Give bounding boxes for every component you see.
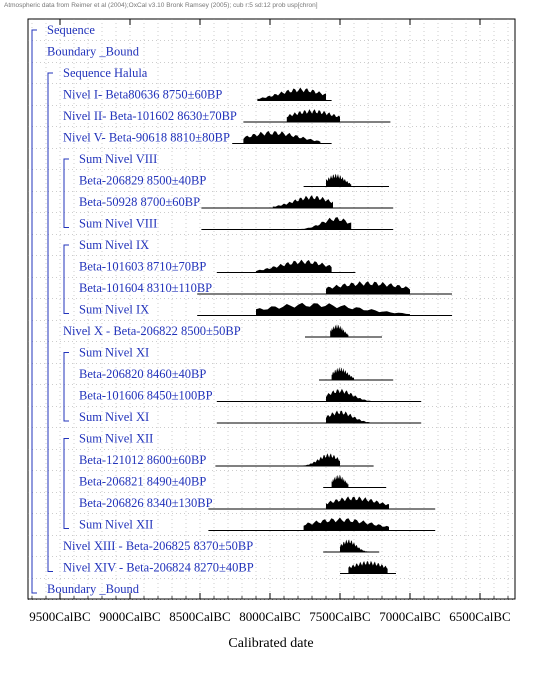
probability-distribution	[273, 195, 333, 208]
row-label: Sequence Halula	[63, 66, 148, 80]
row-label: Sum Nivel IX	[79, 238, 150, 252]
probability-distribution	[326, 281, 410, 294]
row-label: Nivel V- Beta-90618 8810±80BP	[63, 130, 230, 145]
probability-distribution	[332, 475, 349, 488]
row-label: Sum Nivel VIII	[79, 216, 158, 231]
probability-distribution	[256, 303, 410, 316]
x-tick-label: 9500CalBC	[29, 609, 91, 624]
row-label: Nivel II- Beta-101602 8630±70BP	[63, 109, 237, 123]
probability-distribution	[332, 367, 354, 380]
probability-distribution	[330, 324, 348, 337]
probability-distribution	[257, 88, 326, 101]
row-label: Beta-206820 8460±40BP	[79, 367, 207, 381]
row-label: Beta-206826 8340±130BP	[79, 496, 213, 510]
x-tick-label: 7000CalBC	[379, 609, 441, 624]
x-tick-label: 8500CalBC	[169, 609, 231, 624]
row-label: Beta-101606 8450±100BP	[79, 388, 213, 403]
x-axis-title: Calibrated date	[228, 636, 314, 651]
probability-distribution	[348, 561, 387, 574]
group-bracket	[64, 439, 69, 529]
row-label: Nivel XIV - Beta-206824 8270±40BP	[63, 560, 254, 575]
row-label: Beta-206829 8500±40BP	[79, 173, 207, 188]
row-label: Sum Nivel XI	[79, 410, 150, 424]
row-label: Beta-206821 8490±40BP	[79, 474, 207, 489]
probability-distribution	[340, 539, 368, 552]
probability-distribution	[256, 260, 332, 273]
group-bracket	[48, 73, 53, 572]
probability-distribution	[326, 411, 375, 424]
group-bracket	[32, 30, 37, 593]
row-label: Sum Nivel XII	[79, 517, 154, 532]
row-label: Beta-50928 8700±60BP	[79, 195, 201, 209]
plot-header: Atmospheric data from Reimer et al (2004);OxCal v3.10 Bronk Ramsey (2005); cub r:5 sd:12 prob usp[chron]	[4, 2, 318, 9]
row-label: Beta-101604 8310±110BP	[79, 281, 213, 295]
row-label: Nivel XIII - Beta-206825 8370±50BP	[63, 539, 254, 553]
row-label: Nivel I- Beta80636 8750±60BP	[63, 87, 223, 102]
group-bracket	[64, 159, 69, 228]
probability-distribution	[326, 174, 351, 187]
probability-distribution	[304, 518, 389, 531]
probability-distribution	[287, 109, 340, 122]
group-bracket	[64, 245, 69, 314]
x-tick-label: 7500CalBC	[309, 609, 371, 624]
x-tick-label: 9000CalBC	[99, 609, 161, 624]
row-label: Boundary _Bound	[47, 44, 140, 59]
probability-distribution	[304, 453, 340, 466]
row-label: Boundary _Bound	[47, 582, 140, 596]
x-tick-label: 6500CalBC	[449, 609, 511, 624]
row-label: Sequence	[47, 23, 95, 37]
row-labels	[47, 23, 254, 596]
row-label: Sum Nivel XI	[79, 345, 150, 360]
group-bracket	[64, 353, 69, 422]
probability-distribution	[326, 496, 389, 509]
row-label: Sum Nivel XII	[79, 431, 154, 446]
probability-distribution	[243, 131, 320, 144]
row-label: Sum Nivel VIII	[79, 152, 158, 166]
row-label: Beta-101603 8710±70BP	[79, 259, 207, 274]
row-label: Nivel X - Beta-206822 8500±50BP	[63, 324, 241, 338]
x-tick-label: 8000CalBC	[239, 609, 301, 624]
row-label: Sum Nivel IX	[79, 302, 150, 317]
row-label: Beta-121012 8600±60BP	[79, 453, 207, 467]
probability-distribution	[326, 389, 375, 402]
